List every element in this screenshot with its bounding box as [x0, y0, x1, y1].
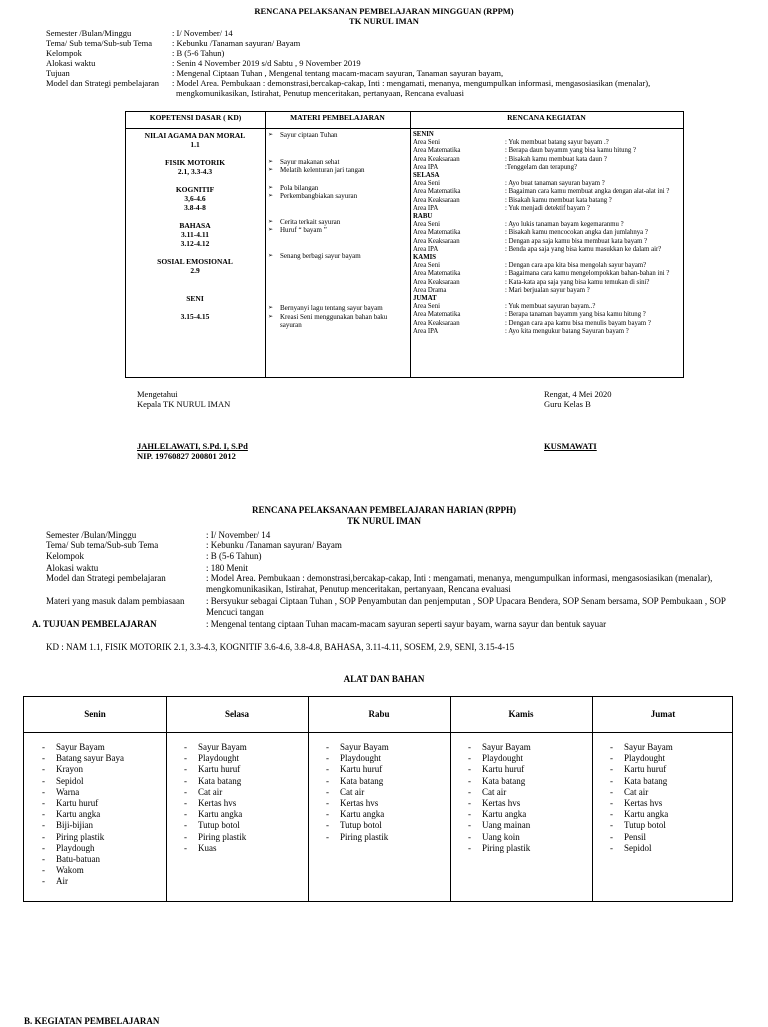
kegiatan-activity [413, 229, 683, 237]
alat-item: - Cat air [606, 787, 741, 798]
rpph-field-materi: Materi yang masuk dalam pembiasaan : Bersyukur sebagai Ciptaan Tuhan , SOP Penyambutan dan penjemputan , SOP Upacara Bendera, SOP Senam bersama, SOP Pembukaan , SOP Mencuci tangan [46, 596, 726, 617]
activity-area: Area Matematika [413, 188, 461, 196]
activity-area: Area Keaksaraan [413, 319, 460, 327]
kd-codes: 2.9 [190, 266, 200, 275]
kd-codes: 2.1, 3.3-4.3 [177, 167, 213, 176]
activity-text: : Dengan apa saja kamu bisa membuat kata bayam ? [505, 237, 648, 245]
alat-item: - Kartu angka [38, 809, 173, 820]
materi-item: ➢ Cerita terkait sayuran [268, 218, 408, 227]
rpph-title: RENCANA PELAKSANAAN PEMBELAJARAN HARIAN (RPPH) [251, 505, 516, 515]
alat-header-jumat: Jumat [650, 709, 676, 719]
alat-item: - Sepidol [606, 843, 741, 854]
kegiatan-day: SENIN [413, 131, 434, 138]
kd-title: KOGNITIF [175, 185, 215, 194]
kegiatan-activity [413, 246, 683, 254]
activity-text: : Dengan cara apa kamu bisa menulis bayam bayam ? [505, 319, 651, 327]
kd-codes: 3.15-4.15 [180, 312, 210, 321]
alat-item: - Kata batang [464, 776, 599, 787]
alat-item: - Sayur Bayam [606, 742, 741, 753]
activity-text: : Bagaiman cara kamu membuat angka dengan alat-alat ini ? [505, 188, 670, 196]
alat-item: - Batang sayur Baya [38, 753, 173, 764]
activity-area: Area Matematika [413, 229, 461, 237]
sig-mengetahui: Mengetahui [137, 389, 178, 399]
alat-item: - Tutup botol [322, 820, 457, 831]
alat-item: - Kartu angka [464, 809, 599, 820]
activity-area: Area Keaksaraan [413, 155, 460, 163]
alat-item: - Kertas hvs [322, 798, 457, 809]
activity-area: Area Keaksaraan [413, 237, 460, 245]
activity-area: Area Matematika [413, 270, 461, 278]
kd-title: NILAI AGAMA DAN MORAL [144, 131, 246, 140]
alat-item: - Kertas hvs [180, 798, 315, 809]
activity-text: : Kata-kata apa saja yang bisa kamu temukan di sini? [505, 278, 650, 286]
kd-title: SOSIAL EMOSIONAL [157, 257, 233, 266]
alat-item: - Air [38, 876, 173, 887]
alat-item: - Playdought [322, 753, 457, 764]
sig-head-nip: NIP. 19760827 200801 2012 [137, 451, 236, 461]
alat-list-kamis [464, 742, 599, 854]
rppm-field-semester: Semester /Bulan/Minggu : I/ November/ 14 [46, 28, 233, 38]
activity-area: Area Matematika [413, 311, 461, 319]
activity-text: : Bagaimana cara kamu mengelompokkan bahan-bahan ini ? [505, 270, 670, 278]
activity-text: : Ayo lukis tanaman bayam kegemaranmu ? [505, 221, 624, 229]
materi-item: ➢ Bernyanyi lagu tentang sayur bayam [268, 304, 408, 313]
alat-item: - Piring plastik [38, 832, 173, 843]
kd-title: FISIK MOTORIK [164, 158, 226, 167]
alat-item: - Sayur Bayam [180, 742, 315, 753]
sig-guru: Guru Kelas B [544, 399, 591, 409]
activity-area: Area Seni [413, 303, 440, 311]
activity-area: Area Seni [413, 262, 440, 270]
materi-item: ➢ Pola bilangan [268, 184, 408, 193]
kegiatan-activity [413, 287, 683, 295]
kd-line: KD : NAM 1.1, FISIK MOTORIK 2.1, 3.3-4.3, KOGNITIF 3.6-4.6, 3.8-4.8, BAHASA, 3.11-4.11, SOSEM, 2.9, SENI, 3.15-4-15 [46, 642, 515, 652]
activity-text: : Yuk membuat batang sayur bayam .? [505, 139, 609, 147]
alat-list-senin [38, 742, 173, 888]
tujuan-label: A. TUJUAN PEMBELAJARAN [32, 619, 157, 629]
alat-item: - Sepidol [38, 776, 173, 787]
alat-item: - Kartu huruf [606, 764, 741, 775]
activity-area: Area Keaksaraan [413, 278, 460, 286]
kegiatan-activity [413, 197, 683, 205]
alat-item: - Tutup botol [180, 820, 315, 831]
materi-item: ➢ Perkembangbiakan sayuran [268, 192, 408, 201]
next-section-heading: B. KEGIATAN PEMBELAJARAN [24, 1016, 160, 1026]
rpph-field-alokasi: Alokasi waktu : 180 Menit [46, 563, 248, 573]
alat-item: - Playdough [38, 843, 173, 854]
alat-item: - Wakom [38, 865, 173, 876]
alat-item: - Pensil [606, 832, 741, 843]
kd-codes: 3.11-4.11 3.12-4.12 [180, 230, 210, 248]
alat-item: - Kartu angka [606, 809, 741, 820]
kegiatan-activity [413, 147, 683, 155]
activity-area: Area Drama [413, 286, 447, 294]
materi-item: ➢ Sayur makanan sehat [268, 158, 408, 167]
kegiatan-activity [413, 188, 683, 196]
alat-item: - Kata batang [322, 776, 457, 787]
alat-item: - Cat air [180, 787, 315, 798]
activity-text: : Bisakah kamu membuat kata batang ? [505, 196, 612, 204]
rppm-field-model: Model dan Strategi pembelajaran : Model Area. Pembukaan : demonstrasi,bercakap-cakap, Inti : mengamati, menanya, mengumpulkan informasi, mengasosiasikan (menalar), [46, 78, 651, 88]
kegiatan-activity [413, 156, 683, 164]
kegiatan-activity [413, 270, 683, 278]
alat-item: - Kartu huruf [322, 764, 457, 775]
rpph-field-model: Model dan Strategi pembelajaran : Model Area. Pembukaan : demonstrasi,bercakap-cakap, Inti : mengamati, menanya, mengumpulkan informasi, mengasosiasikan (menalar), mengkomunikasikan, Istirahat, Penutup menceritakan, pertanyaan, Rencana evaluasi [46, 573, 713, 594]
activity-area: Area Seni [413, 180, 440, 188]
materi-item: ➢ Huruf “ bayam ” [268, 226, 408, 235]
kegiatan-activity [413, 328, 683, 336]
kegiatan-day: SELASA [413, 172, 440, 180]
header-materi: MATERI PEMBELAJARAN [290, 113, 385, 122]
materi-item: ➢ Senang berbagi sayur bayam [268, 252, 408, 261]
activity-area: Area IPA [413, 327, 439, 335]
kegiatan-activity [413, 164, 683, 172]
rpph-school: TK NURUL IMAN [346, 516, 421, 526]
activity-text: :Tenggelam dan terapung? [505, 163, 577, 171]
activity-text: : Yuk membuat sayuran bayam..? [505, 303, 596, 311]
kd-title: SENI [186, 294, 204, 303]
activity-area: Area Seni [413, 221, 440, 229]
sig-teacher-name: KUSMAWATI [544, 441, 597, 451]
activity-text: : Bisakah kamu mencocokan angka dan jumlahnya ? [505, 229, 648, 237]
rpph-field-semester: Semester /Bulan/Minggu : I/ November/ 14 [46, 530, 271, 540]
kegiatan-day: KAMIS [413, 254, 437, 262]
header-kegiatan: RENCANA KEGIATAN [507, 113, 586, 122]
activity-text: : Ayo buat tanaman sayuran bayam ? [505, 180, 605, 188]
tujuan-value: : Mengenal tentang ciptaan Tuhan macam-macam sayuran seperti sayur bayam, warna sayur dan bentuk sayuar [206, 619, 607, 629]
activity-area: Area IPA [413, 163, 439, 171]
kegiatan-activity [413, 262, 683, 270]
alat-item: - Kartu huruf [38, 798, 173, 809]
kegiatan-activity [413, 221, 683, 229]
alat-item: - Sayur Bayam [464, 742, 599, 753]
alat-table [23, 696, 733, 902]
kd-column [128, 131, 262, 321]
activity-text: : Bisakah kamu membuat kata daun ? [505, 155, 607, 163]
rpph-field-tema: Tema/ Sub tema/Sub-sub Tema : Kebunku /Tanaman sayuran/ Bayam [46, 540, 342, 550]
kd-title: BAHASA [179, 221, 211, 230]
alat-item: - Piring plastik [180, 832, 315, 843]
alat-item: - Cat air [322, 787, 457, 798]
kegiatan-activity [413, 311, 683, 319]
alat-item: - Kuas [180, 843, 315, 854]
alat-item: - Kertas hvs [464, 798, 599, 809]
alat-list-rabu [322, 742, 457, 843]
alat-item: - Uang koin [464, 832, 599, 843]
activity-text: : Yuk menjadi detektif bayam ? [505, 204, 590, 212]
rppm-field-tujuan: Tujuan : Mengenal Ciptaan Tuhan , Mengenal tentang macam-macam sayuran, Tanaman sayuran bayam, [46, 68, 504, 78]
alat-item: - Playdought [180, 753, 315, 764]
alat-item: - Kartu angka [322, 809, 457, 820]
alat-item: - Krayon [38, 764, 173, 775]
alat-item: - Kartu huruf [464, 764, 599, 775]
kegiatan-day: RABU [413, 213, 433, 221]
alat-item: - Uang mainan [464, 820, 599, 831]
alat-item: - Kata batang [606, 776, 741, 787]
alat-item: - Warna [38, 787, 173, 798]
activity-area: Area IPA [413, 245, 439, 253]
alat-item: - Sayur Bayam [38, 742, 173, 753]
alat-item: - Batu-batuan [38, 854, 173, 865]
activity-area: Area Matematika [413, 147, 461, 155]
rppm-field-kelompok: Kelompok : B (5-6 Tahun) [46, 48, 225, 58]
materi-column [268, 131, 408, 330]
alat-item: - Sayur Bayam [322, 742, 457, 753]
sig-place-date: Rengat, 4 Mei 2020 [544, 389, 612, 399]
materi-item: ➢ Kreasi Seni menggunakan bahan baku sayuran [268, 313, 395, 330]
activity-area: Area IPA [413, 204, 439, 212]
activity-text: : Berapa tanaman bayamm yang bisa kamu hitung ? [505, 311, 646, 319]
header-kd: KOPETENSI DASAR ( KD) [149, 113, 242, 122]
activity-text: : Dengan cara apa kita bisa mengolah sayur bayam? [505, 262, 647, 270]
alat-header-kamis: Kamis [508, 709, 534, 719]
activity-area: Area Seni [413, 139, 440, 147]
activity-text: : Mari berjualan sayur bayam ? [505, 286, 590, 294]
rppm-table [125, 111, 684, 378]
rppm-field-model-cont: mengkomunikasikan, Istirahat, Penutup menceritakan, pertanyaan, Rencana evaluasi [176, 88, 464, 98]
alat-item: - Biji-bijian [38, 820, 173, 831]
alat-list-selasa [180, 742, 315, 854]
alat-title: ALAT DAN BAHAN [343, 674, 425, 684]
activity-text: : Berapa daun bayamm yang bisa kamu hitung ? [505, 147, 636, 155]
activity-area: Area Keaksaraan [413, 196, 460, 204]
alat-item: - Kertas hvs [606, 798, 741, 809]
kegiatan-activity [413, 303, 683, 311]
kegiatan-activity [413, 180, 683, 188]
alat-item: - Piring plastik [464, 843, 599, 854]
kegiatan-activity [413, 320, 683, 328]
activity-text: : Benda apa saja yang bisa kamu masukkan ke dalam air? [505, 245, 662, 253]
alat-item: - Piring plastik [322, 832, 457, 843]
rppm-school: TK NURUL IMAN [349, 16, 419, 26]
rppm-field-alokasi: Alokasi waktu : Senin 4 November 2019 s/d Sabtu , 9 November 2019 [46, 58, 361, 68]
materi-item: ➢ Melatih kelenturan jari tangan [268, 166, 408, 175]
alat-header-selasa: Selasa [224, 709, 249, 719]
kegiatan-activity [413, 279, 683, 287]
alat-item: - Playdought [464, 753, 599, 764]
alat-item: - Tutup botol [606, 820, 741, 831]
rpph-field-kelompok: Kelompok : B (5-6 Tahun) [46, 551, 262, 561]
kd-codes: 1.1 [190, 140, 200, 149]
kegiatan-day: JUMAT [413, 295, 437, 303]
kd-codes: 3,6-4.6 3.8-4-8 [184, 194, 206, 212]
alat-list-jumat [606, 742, 741, 854]
sig-kepala: Kepala TK NURUL IMAN [137, 399, 231, 409]
kegiatan-activity [413, 205, 683, 213]
alat-item: - Cat air [464, 787, 599, 798]
sig-head-name: JAHLELAWATI, S.Pd. I, S.Pd [137, 441, 248, 451]
materi-item: ➢ Sayur ciptaan Tuhan [268, 131, 408, 140]
alat-header-senin: Senin [84, 709, 106, 719]
alat-item: - Kartu huruf [180, 764, 315, 775]
alat-item: - Kata batang [180, 776, 315, 787]
activity-text: : Ayo kita mengukur batang Sayuran bayam ? [505, 327, 629, 335]
alat-item: - Playdought [606, 753, 741, 764]
kegiatan-column [413, 131, 683, 336]
alat-header-rabu: Rabu [368, 709, 390, 719]
kegiatan-activity [413, 238, 683, 246]
rppm-title: RENCANA PELAKSANAN PEMBELAJARAN MINGGUAN (RPPM) [254, 6, 514, 16]
rppm-field-tema: Tema/ Sub tema/Sub-sub Tema : Kebunku /Tanaman sayuran/ Bayam [46, 38, 301, 48]
kegiatan-activity [413, 139, 683, 147]
alat-item: - Kartu angka [180, 809, 315, 820]
